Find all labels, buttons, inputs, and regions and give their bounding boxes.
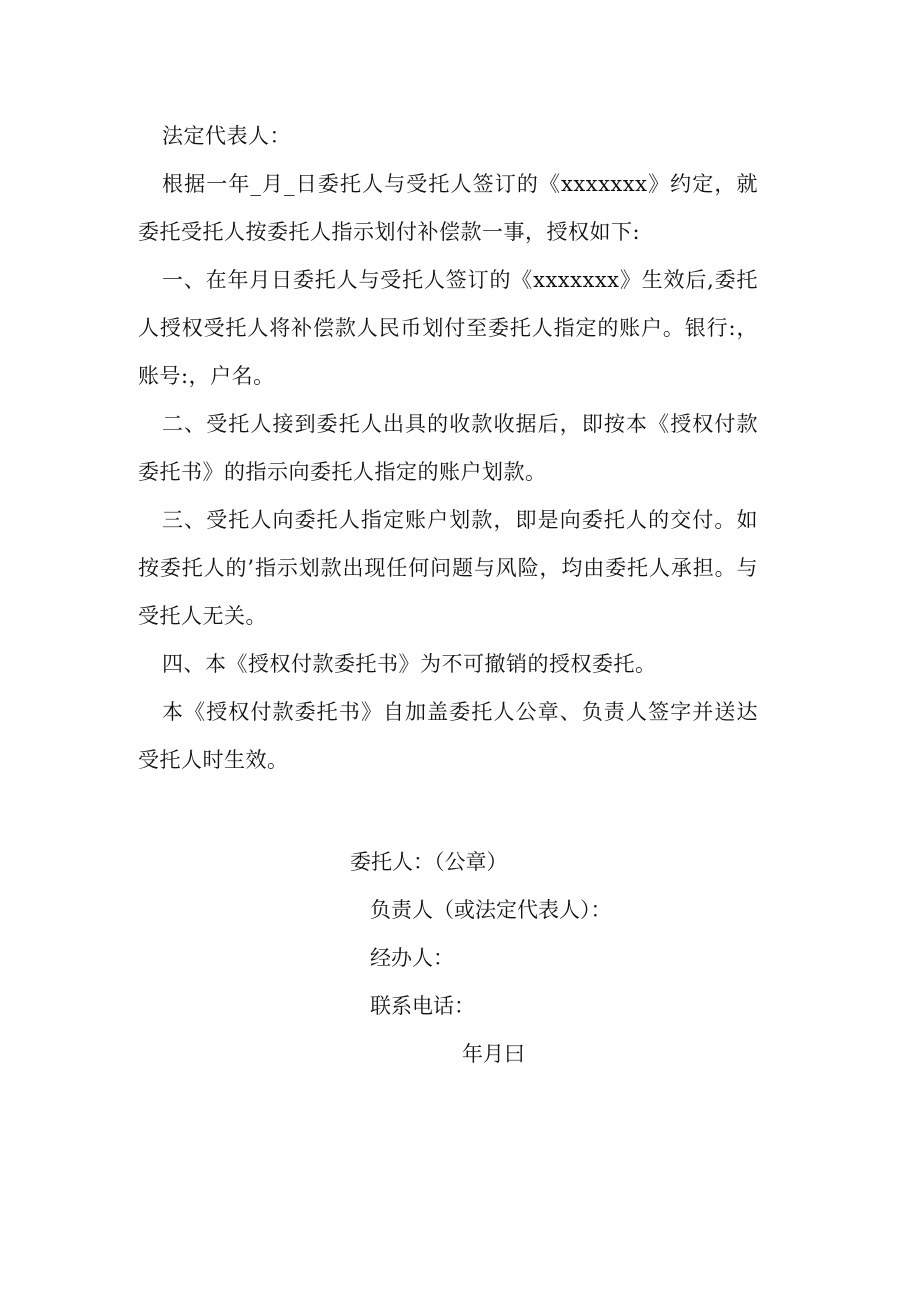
responsible-person-line: 负责人（或法定代表人）： [370,898,612,922]
clause-four-paragraph: 四、本《授权付款委托书》为不可撤销的授权委托。 [162,652,657,676]
effectiveness-paragraph: 本《授权付款委托书》自加盖委托人公章、负责人签字并送达受托人时生效。 [138,700,758,772]
phone-line: 联系电话： [370,994,475,1018]
date-line: 年月曰 [462,1042,525,1066]
principal-seal-line: 委托人：（公章） [350,850,508,874]
handler-line: 经办人： [370,946,454,970]
salutation-line: 法定代表人： [162,124,291,148]
document-body [138,112,758,784]
clause-three-paragraph: 三、受托人向委托人指定账户划款，即是向委托人的交付。如按委托人的’指示划款出现任何问题与风险，均由委托人承担。与受托人无关。 [138,508,758,628]
clause-one-paragraph: 一、在年月日委托人与受托人签订的《xxxxxxx》生效后,委托人授权受托人将补偿款人民币划付至委托人指定的账户。银行:，账号:，户名。 [138,268,758,388]
clause-two-paragraph: 二、受托人接到委托人出具的收款收据后，即按本《授权付款委托书》的指示向委托人指定的账户划款。 [138,412,758,484]
preamble-paragraph: 根据一年_月_日委托人与受托人签订的《xxxxxxx》约定，就委托受托人按委托人指示划付补偿款一事，授权如下: [138,172,758,244]
